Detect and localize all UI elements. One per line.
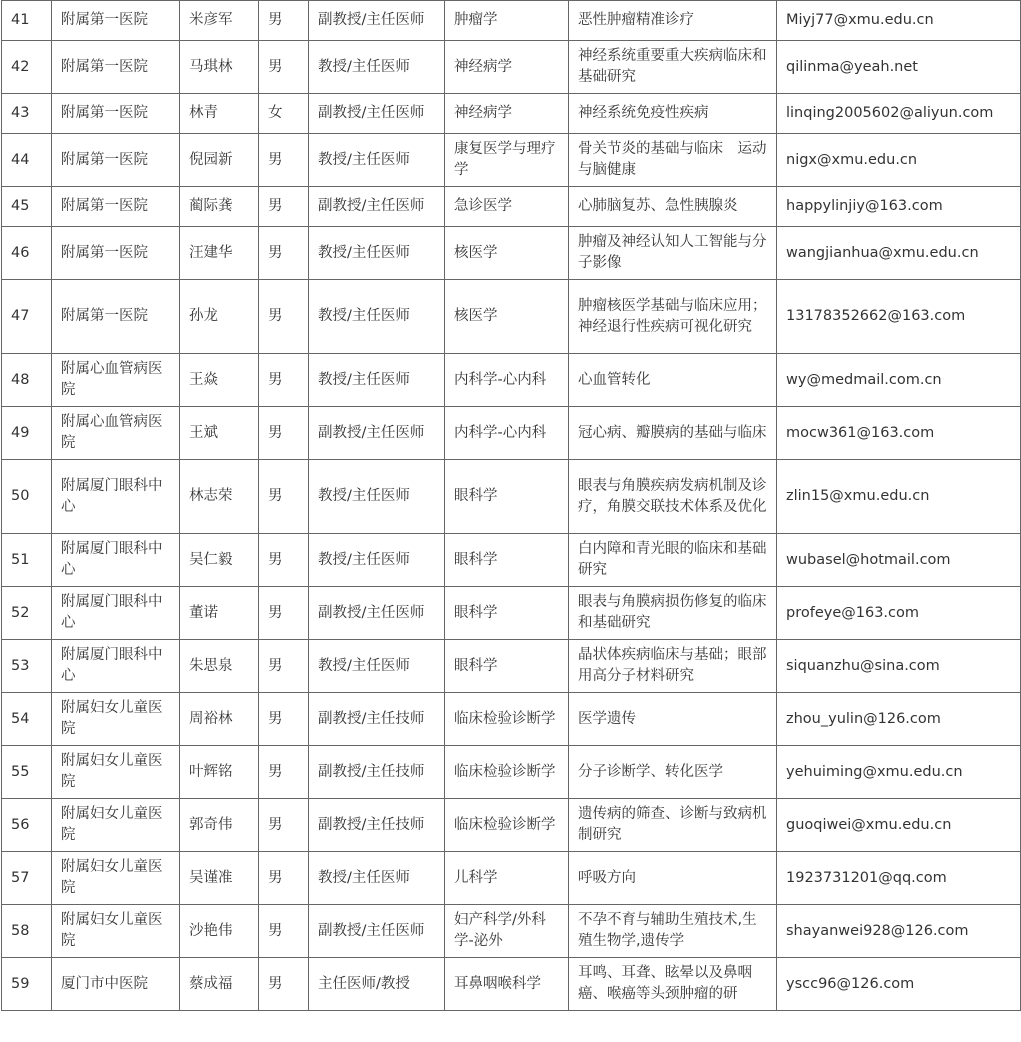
cell-no: 54 — [2, 693, 52, 746]
cell-name: 董诺 — [180, 587, 259, 640]
cell-name: 叶辉铭 — [180, 746, 259, 799]
cell-field: 眼科学 — [445, 460, 569, 534]
table-row — [2, 746, 1021, 799]
cell-research: 白内障和青光眼的临床和基础研究 — [569, 534, 777, 587]
cell-field: 神经病学 — [445, 41, 569, 94]
table-row — [2, 587, 1021, 640]
faculty-table — [1, 0, 1021, 1011]
table-row — [2, 187, 1021, 227]
cell-title: 副教授/主任技师 — [309, 799, 445, 852]
cell-no: 53 — [2, 640, 52, 693]
cell-hospital: 附属厦门眼科中心 — [52, 587, 180, 640]
cell-email: nigx@xmu.edu.cn — [777, 134, 1021, 187]
cell-gender: 男 — [259, 799, 309, 852]
cell-gender: 男 — [259, 187, 309, 227]
table-row — [2, 280, 1021, 354]
cell-email: Miyj77@xmu.edu.cn — [777, 1, 1021, 41]
cell-title: 副教授/主任医师 — [309, 94, 445, 134]
table-row — [2, 799, 1021, 852]
table-row — [2, 852, 1021, 905]
cell-name: 倪园新 — [180, 134, 259, 187]
cell-field: 核医学 — [445, 227, 569, 280]
cell-hospital: 附属第一医院 — [52, 1, 180, 41]
cell-gender: 男 — [259, 280, 309, 354]
cell-gender: 男 — [259, 227, 309, 280]
cell-gender: 男 — [259, 460, 309, 534]
cell-gender: 女 — [259, 94, 309, 134]
cell-gender: 男 — [259, 693, 309, 746]
cell-research: 骨关节炎的基础与临床 运动与脑健康 — [569, 134, 777, 187]
table-row — [2, 354, 1021, 407]
cell-name: 王焱 — [180, 354, 259, 407]
cell-field: 肿瘤学 — [445, 1, 569, 41]
cell-email: zlin15@xmu.edu.cn — [777, 460, 1021, 534]
cell-no: 42 — [2, 41, 52, 94]
table-row — [2, 958, 1021, 1011]
cell-email: zhou_yulin@126.com — [777, 693, 1021, 746]
cell-email: wubasel@hotmail.com — [777, 534, 1021, 587]
cell-email: shayanwei928@126.com — [777, 905, 1021, 958]
cell-gender: 男 — [259, 407, 309, 460]
cell-email: profeye@163.com — [777, 587, 1021, 640]
cell-research: 分子诊断学、转化医学 — [569, 746, 777, 799]
cell-field: 眼科学 — [445, 587, 569, 640]
cell-gender: 男 — [259, 852, 309, 905]
cell-title: 教授/主任医师 — [309, 852, 445, 905]
cell-email: linqing2005602@aliyun.com — [777, 94, 1021, 134]
cell-research: 心肺脑复苏、急性胰腺炎 — [569, 187, 777, 227]
cell-gender: 男 — [259, 41, 309, 94]
cell-email: wy@medmail.com.cn — [777, 354, 1021, 407]
cell-name: 蔡成福 — [180, 958, 259, 1011]
cell-name: 周裕林 — [180, 693, 259, 746]
cell-name: 王斌 — [180, 407, 259, 460]
cell-research: 肿瘤及神经认知人工智能与分子影像 — [569, 227, 777, 280]
cell-research: 眼表与角膜病损伤修复的临床和基础研究 — [569, 587, 777, 640]
cell-field: 临床检验诊断学 — [445, 746, 569, 799]
cell-hospital: 附属厦门眼科中心 — [52, 534, 180, 587]
cell-email: guoqiwei@xmu.edu.cn — [777, 799, 1021, 852]
cell-hospital: 附属心血管病医院 — [52, 407, 180, 460]
cell-field: 核医学 — [445, 280, 569, 354]
cell-research: 冠心病、瓣膜病的基础与临床 — [569, 407, 777, 460]
cell-name: 郭奇伟 — [180, 799, 259, 852]
table-row — [2, 905, 1021, 958]
cell-field: 耳鼻咽喉科学 — [445, 958, 569, 1011]
cell-field: 眼科学 — [445, 640, 569, 693]
cell-no: 43 — [2, 94, 52, 134]
cell-hospital: 厦门市中医院 — [52, 958, 180, 1011]
table-row — [2, 640, 1021, 693]
cell-title: 副教授/主任技师 — [309, 693, 445, 746]
cell-no: 57 — [2, 852, 52, 905]
cell-no: 50 — [2, 460, 52, 534]
cell-hospital: 附属心血管病医院 — [52, 354, 180, 407]
cell-research: 恶性肿瘤精准诊疗 — [569, 1, 777, 41]
cell-title: 教授/主任医师 — [309, 460, 445, 534]
cell-name: 汪建华 — [180, 227, 259, 280]
cell-hospital: 附属第一医院 — [52, 187, 180, 227]
cell-gender: 男 — [259, 746, 309, 799]
cell-field: 内科学-心内科 — [445, 407, 569, 460]
cell-field: 临床检验诊断学 — [445, 799, 569, 852]
cell-name: 孙龙 — [180, 280, 259, 354]
cell-hospital: 附属第一医院 — [52, 94, 180, 134]
cell-hospital: 附属厦门眼科中心 — [52, 640, 180, 693]
cell-research: 神经系统免疫性疾病 — [569, 94, 777, 134]
cell-hospital: 附属第一医院 — [52, 134, 180, 187]
cell-gender: 男 — [259, 354, 309, 407]
cell-gender: 男 — [259, 958, 309, 1011]
table-row — [2, 94, 1021, 134]
cell-email: mocw361@163.com — [777, 407, 1021, 460]
cell-name: 吴仁毅 — [180, 534, 259, 587]
cell-title: 教授/主任医师 — [309, 354, 445, 407]
cell-research: 医学遗传 — [569, 693, 777, 746]
cell-title: 副教授/主任医师 — [309, 587, 445, 640]
cell-no: 48 — [2, 354, 52, 407]
cell-email: happylinjiy@163.com — [777, 187, 1021, 227]
cell-email: 13178352662@163.com — [777, 280, 1021, 354]
cell-title: 教授/主任医师 — [309, 41, 445, 94]
cell-title: 教授/主任医师 — [309, 534, 445, 587]
cell-gender: 男 — [259, 587, 309, 640]
cell-field: 康复医学与理疗学 — [445, 134, 569, 187]
cell-no: 44 — [2, 134, 52, 187]
cell-research: 遗传病的筛查、诊断与致病机制研究 — [569, 799, 777, 852]
cell-title: 副教授/主任医师 — [309, 187, 445, 227]
cell-field: 内科学-心内科 — [445, 354, 569, 407]
cell-email: wangjianhua@xmu.edu.cn — [777, 227, 1021, 280]
cell-no: 52 — [2, 587, 52, 640]
cell-email: yehuiming@xmu.edu.cn — [777, 746, 1021, 799]
cell-field: 临床检验诊断学 — [445, 693, 569, 746]
table-row — [2, 460, 1021, 534]
cell-name: 林志荣 — [180, 460, 259, 534]
cell-email: 1923731201@qq.com — [777, 852, 1021, 905]
cell-no: 56 — [2, 799, 52, 852]
cell-name: 米彦军 — [180, 1, 259, 41]
cell-field: 急诊医学 — [445, 187, 569, 227]
table-row — [2, 134, 1021, 187]
cell-hospital: 附属妇女儿童医院 — [52, 746, 180, 799]
cell-hospital: 附属妇女儿童医院 — [52, 799, 180, 852]
cell-title: 主任医师/教授 — [309, 958, 445, 1011]
cell-hospital: 附属妇女儿童医院 — [52, 852, 180, 905]
cell-no: 45 — [2, 187, 52, 227]
cell-research: 心血管转化 — [569, 354, 777, 407]
cell-hospital: 附属妇女儿童医院 — [52, 693, 180, 746]
cell-gender: 男 — [259, 640, 309, 693]
cell-name: 蔺际龚 — [180, 187, 259, 227]
cell-field: 儿科学 — [445, 852, 569, 905]
cell-research: 不孕不育与辅助生殖技术,生殖生物学,遗传学 — [569, 905, 777, 958]
cell-no: 46 — [2, 227, 52, 280]
cell-no: 49 — [2, 407, 52, 460]
cell-hospital: 附属第一医院 — [52, 280, 180, 354]
cell-title: 副教授/主任医师 — [309, 1, 445, 41]
cell-name: 吴谨准 — [180, 852, 259, 905]
table-row — [2, 407, 1021, 460]
cell-email: yscc96@126.com — [777, 958, 1021, 1011]
cell-field: 妇产科学/外科学-泌外 — [445, 905, 569, 958]
cell-research: 晶状体疾病临床与基础；眼部用高分子材料研究 — [569, 640, 777, 693]
table-row — [2, 227, 1021, 280]
cell-gender: 男 — [259, 134, 309, 187]
cell-hospital: 附属厦门眼科中心 — [52, 460, 180, 534]
table-row — [2, 41, 1021, 94]
cell-research: 耳鸣、耳聋、眩晕以及鼻咽癌、喉癌等头颈肿瘤的研 — [569, 958, 777, 1011]
cell-title: 教授/主任医师 — [309, 280, 445, 354]
cell-hospital: 附属第一医院 — [52, 41, 180, 94]
cell-name: 朱思泉 — [180, 640, 259, 693]
cell-field: 眼科学 — [445, 534, 569, 587]
table-row — [2, 1, 1021, 41]
cell-no: 47 — [2, 280, 52, 354]
table-body — [2, 1, 1021, 1011]
cell-name: 沙艳伟 — [180, 905, 259, 958]
cell-hospital: 附属第一医院 — [52, 227, 180, 280]
cell-research: 神经系统重要重大疾病临床和基础研究 — [569, 41, 777, 94]
cell-hospital: 附属妇女儿童医院 — [52, 905, 180, 958]
cell-gender: 男 — [259, 534, 309, 587]
cell-gender: 男 — [259, 905, 309, 958]
cell-no: 58 — [2, 905, 52, 958]
cell-email: qilinma@yeah.net — [777, 41, 1021, 94]
cell-name: 马琪林 — [180, 41, 259, 94]
cell-title: 教授/主任医师 — [309, 134, 445, 187]
cell-title: 教授/主任医师 — [309, 640, 445, 693]
cell-no: 59 — [2, 958, 52, 1011]
cell-title: 教授/主任医师 — [309, 227, 445, 280]
cell-name: 林青 — [180, 94, 259, 134]
cell-no: 41 — [2, 1, 52, 41]
cell-research: 肿瘤核医学基础与临床应用；神经退行性疾病可视化研究 — [569, 280, 777, 354]
cell-field: 神经病学 — [445, 94, 569, 134]
cell-research: 眼表与角膜疾病发病机制及诊疗，角膜交联技术体系及优化 — [569, 460, 777, 534]
cell-email: siquanzhu@sina.com — [777, 640, 1021, 693]
table-row — [2, 534, 1021, 587]
cell-research: 呼吸方向 — [569, 852, 777, 905]
cell-title: 副教授/主任医师 — [309, 407, 445, 460]
table-row — [2, 693, 1021, 746]
cell-title: 副教授/主任医师 — [309, 905, 445, 958]
cell-no: 51 — [2, 534, 52, 587]
cell-title: 副教授/主任技师 — [309, 746, 445, 799]
cell-no: 55 — [2, 746, 52, 799]
cell-gender: 男 — [259, 1, 309, 41]
